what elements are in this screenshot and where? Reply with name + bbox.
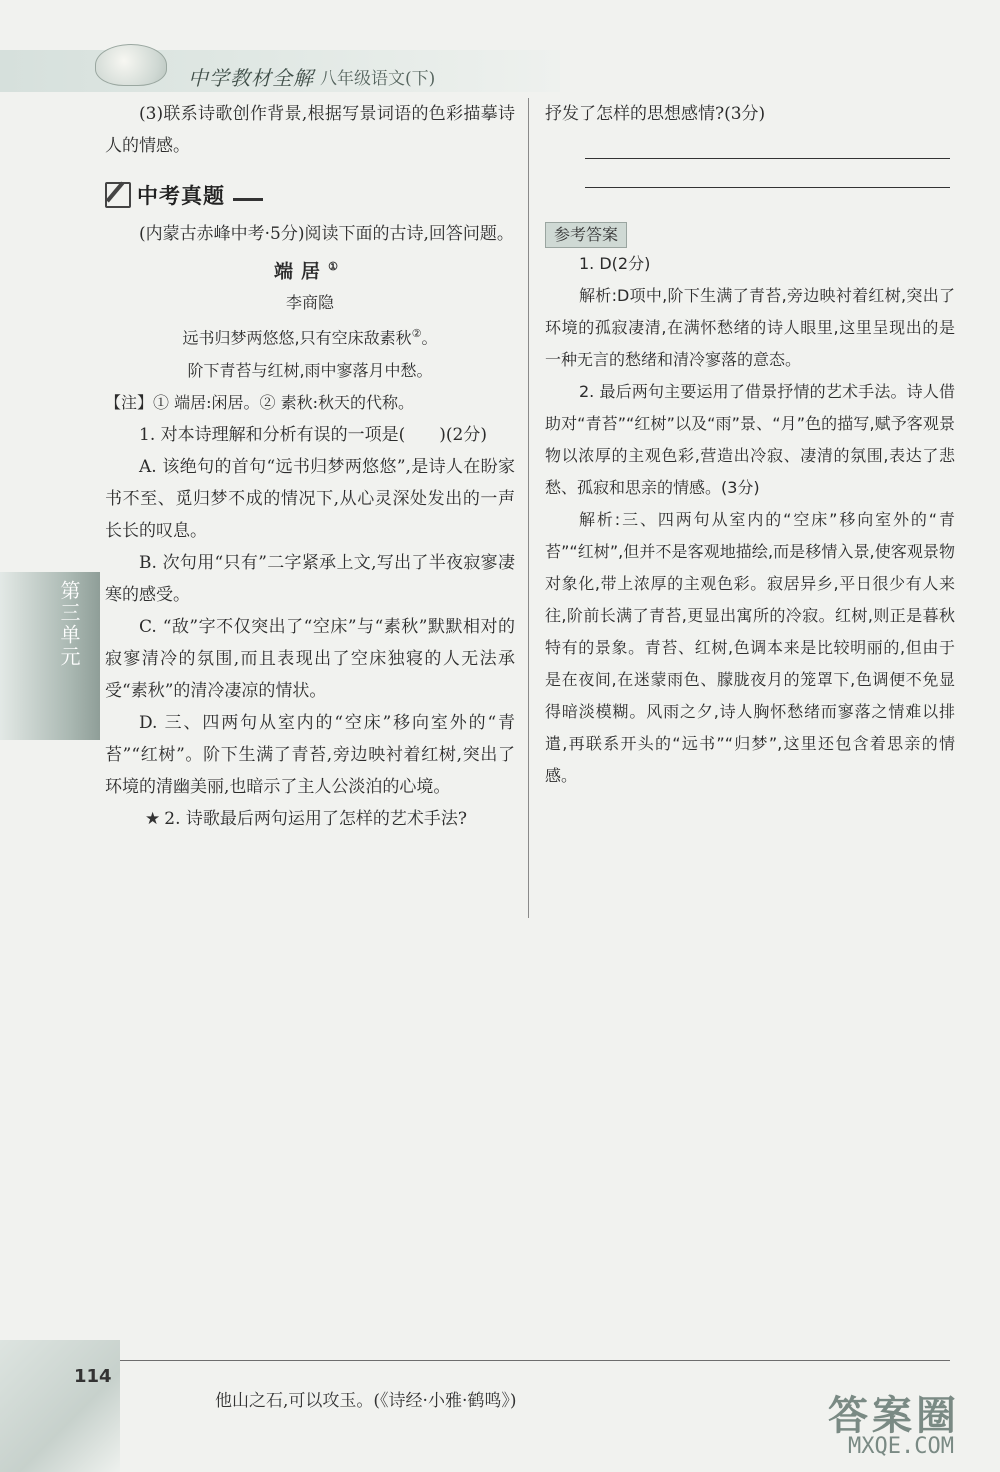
watermark-site: MXQE.COM	[848, 1434, 954, 1459]
unit-side-label: 第三单元	[57, 580, 81, 668]
footer-rule	[120, 1360, 950, 1361]
answer-2-analysis: 解析:三、四两句从室内的“空床”移向室外的“青苔”“红树”,但并不是客观地描绘,而是移情入景,使客观景物对象化,带上浓厚的主观色彩。寂居异乡,平日很少有人来往,阶前长满了青苔,更显出寓所的冷寂。红树,则正是暮秋特有的景象。青苔、红树,色调本来是比较明丽的,但由于是在夜间,在迷蒙雨色、朦胧夜月的笼罩下,色调便不免显得暗淡模糊。风雨之夕,诗人胸怀愁绪而寥落之情难以排遣,再联系开头的“远书”“归梦”,这里还包含着思亲的情感。	[545, 510, 955, 785]
footer-quote: 他山之石,可以攻玉。(《诗经·小雅·鹤鸣》)	[215, 1391, 517, 1411]
poem-title-text: 端居	[274, 260, 329, 283]
answer-1: 1. D(2分)	[579, 254, 651, 273]
intro-question-3: (3)联系诗歌创作背景,根据写景词语的色彩描摹诗人的情感。	[105, 104, 515, 156]
answer-2: 2. 最后两句主要运用了借景抒情的艺术手法。诗人借助对“青苔”“红树”以及“雨”景、“月”色的描写,赋予客观景物以浓厚的主观色彩,营造出冷寂、凄清的氛围,表达了悲愁、孤寂和思亲的情感。(3分)	[545, 382, 955, 497]
question-1: 1. 对本诗理解和分析有误的一项是( )(2分)	[139, 424, 487, 445]
poem-line-1	[105, 318, 515, 354]
left-column	[105, 98, 515, 835]
option-a: A. 该绝句的首句“远书归梦两悠悠”,是诗人在盼家书不至、觅归梦不成的情况下,从心灵深处发出的一声长长的叹息。	[105, 456, 515, 541]
star-icon: ★	[145, 808, 161, 829]
poem-title-footnote: ①	[328, 260, 346, 273]
poem-line-2: 阶下青苔与红树,雨中寥落月中愁。	[187, 360, 433, 380]
answer-blank-line-1[interactable]	[585, 158, 950, 159]
pencil-icon	[105, 182, 131, 208]
answer-1-analysis: 解析:D项中,阶下生满了青苔,旁边映衬着红树,突出了环境的孤寂凄清,在满怀愁绪的诗人眼里,这里呈现出的是一种无言的愁绪和清冷寥落的意态。	[545, 286, 955, 369]
answer-blank-line-2[interactable]	[585, 187, 950, 188]
poem-line-1-text: 远书归梦两悠悠,只有空床敌素秋	[182, 328, 412, 348]
poem-author: 李商隐	[285, 293, 334, 313]
option-d: D. 三、四两句从室内的“空床”移向室外的“青苔”“红树”。阶下生满了青苔,旁边映衬着红树,突出了环境的清幽美丽,也暗示了主人公淡泊的心境。	[105, 712, 515, 797]
section-title: 中考真题	[137, 183, 225, 208]
poem-line-1-footnote: ②	[411, 327, 422, 341]
question-2	[105, 803, 515, 835]
heading-rule	[233, 198, 263, 201]
unit-side-tab	[0, 572, 100, 740]
poem-line-1-end: 。	[421, 328, 438, 348]
header-subtitle: 八年级语文(下)	[320, 69, 436, 89]
column-divider	[528, 98, 529, 918]
option-c: C. “敌”字不仅突出了“空床”与“素秋”默默相对的寂寥清冷的氛围,而且表现出了空床独寝的人无法承受“素秋”的清冷凄凉的情状。	[105, 616, 515, 701]
footer-corner-decoration	[0, 1340, 120, 1472]
header-title: 中学教材全解	[188, 66, 314, 90]
question-2-text: 2. 诗歌最后两句运用了怎样的艺术手法?	[164, 808, 467, 829]
right-column	[545, 98, 955, 792]
poem-title	[105, 250, 515, 288]
poem-notes: 【注】① 端居:闲居。② 素秋:秋天的代称。	[105, 392, 414, 412]
exam-source: (内蒙古赤峰中考·5分)阅读下面的古诗,回答问题。	[139, 224, 514, 244]
section-heading	[105, 180, 515, 210]
book-logo-icon	[95, 44, 167, 86]
question-2-continued: 抒发了怎样的思想感情?(3分)	[545, 104, 766, 124]
watermark-logo: 答案圈	[828, 1393, 960, 1439]
option-b: B. 次句用“只有”二字紧承上文,写出了半夜寂寥凄寒的感受。	[105, 552, 515, 605]
page-number: 114	[74, 1366, 112, 1387]
answer-label: 参考答案	[545, 222, 627, 248]
